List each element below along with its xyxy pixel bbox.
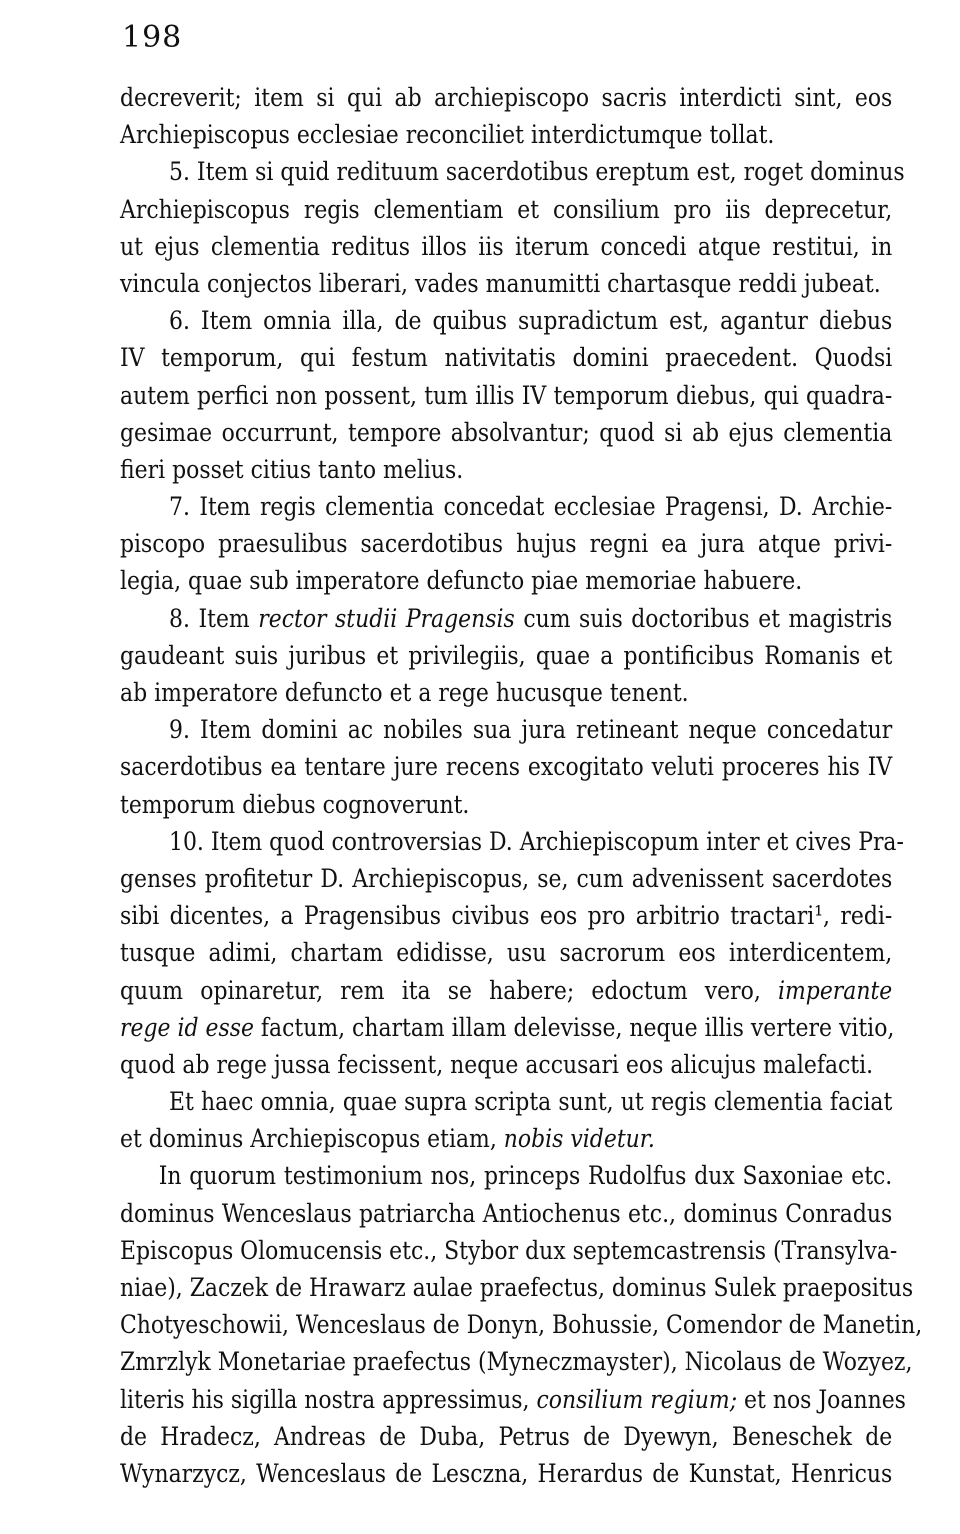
page-number: 198	[122, 20, 183, 55]
text-line	[120, 154, 905, 191]
line-text: ab imperatore defuncto et a rege hucusque tenent.	[120, 678, 689, 708]
text-line	[120, 1158, 892, 1195]
line-text: quum opinaretur, rem ita se habere; edoctum vero,	[120, 975, 778, 1006]
line-text: autem perfici non possent, tum illis IV temporum diebus, qui quadra-	[120, 380, 893, 411]
line-text: In quorum testimonium nos, princeps Rudolfus dux Saxoniae etc.	[158, 1161, 893, 1192]
text-line	[120, 1047, 892, 1084]
line-text: 10. Item quod controversias D. Archiepiscopum inter et cives Pra-	[169, 826, 904, 857]
line-text: 7. Item regis clementia concedat ecclesiae Pragensi, D. Archie-	[169, 492, 893, 523]
line-text: decreverit; item si qui ab archiepiscopo sacris interdicti sint, eos	[120, 83, 893, 113]
text-line	[120, 340, 892, 377]
text-line	[120, 452, 892, 489]
line-text: Archiepiscopus regis clementiam et consilium pro iis deprecetur,	[120, 194, 893, 225]
text-line	[120, 1456, 892, 1493]
text-line	[120, 1196, 892, 1233]
text-line	[120, 638, 892, 675]
text-line	[120, 526, 892, 563]
line-text: gaudeant suis juribus et privilegiis, quae a pontificibus Romanis et	[120, 640, 893, 671]
text-line	[120, 303, 892, 340]
text-line	[120, 415, 892, 452]
line-text: ut ejus clementia reditus illos iis iterum concedi atque restitui, in	[120, 231, 893, 262]
text-line	[120, 712, 892, 749]
body-text	[120, 80, 923, 1493]
line-text-after: et nos Joannes	[737, 1384, 906, 1415]
text-line	[120, 1010, 895, 1047]
line-text: Wynarzycz, Wenceslaus de Lesczna, Herardus de Kunstat, Henricus	[120, 1458, 893, 1489]
text-line	[120, 749, 892, 786]
italic-text: consilium regium;	[536, 1384, 738, 1415]
line-text: sacerdotibus ea tentare jure recens excogitato veluti proceres his IV	[120, 752, 893, 783]
italic-text: imperante	[777, 975, 893, 1006]
text-line	[120, 378, 892, 415]
line-text: genses profitetur D. Archiepiscopus, se, cum advenissent sacerdotes	[120, 863, 893, 894]
line-text: IV temporum, qui festum nativitatis domini praecedent. Quodsi	[120, 343, 893, 374]
text-line	[120, 489, 892, 526]
text-line	[120, 1344, 913, 1381]
line-text: fieri posset citius tanto melius.	[120, 454, 464, 485]
line-text: de Hradecz, Andreas de Duba, Petrus de Dyewyn, Beneschek de	[120, 1421, 893, 1452]
line-text: et dominus Archiepiscopus etiam,	[120, 1124, 504, 1155]
text-line	[120, 824, 904, 861]
text-line	[120, 117, 892, 154]
text-line	[120, 1382, 906, 1419]
text-line	[120, 1121, 892, 1158]
line-text: gesimae occurrunt, tempore absolvantur; quod si ab ejus clementia	[120, 417, 893, 448]
line-text-after: factum, chartam illam delevisse, neque illis vertere vitio,	[253, 1012, 895, 1043]
text-line	[120, 1270, 914, 1307]
line-text: legia, quae sub imperatore defuncto piae memoriae habuere.	[120, 566, 803, 597]
italic-text: rector studii Pragensis	[258, 603, 515, 634]
line-text: Et haec omnia, quae supra scripta sunt, ut regis clementia faciat	[169, 1087, 893, 1118]
line-text: piscopo praesulibus sacerdotibus hujus regni ea jura atque privi-	[120, 529, 893, 560]
text-line	[120, 787, 892, 824]
line-text: sibi dicentes, a Pragensibus civibus eos pro arbitrio tractari¹, redi-	[120, 901, 893, 932]
text-line	[120, 80, 892, 117]
text-line	[120, 1419, 892, 1456]
line-text: dominus Wenceslaus patriarcha Antiochenus etc., dominus Conradus	[120, 1198, 893, 1229]
text-line	[120, 898, 892, 935]
text-line	[120, 973, 892, 1010]
text-line	[120, 229, 892, 266]
line-text: Chotyeschowii, Wenceslaus de Donyn, Bohussie, Comendor de Manetin,	[120, 1310, 923, 1341]
text-line	[120, 935, 892, 972]
text-line	[120, 266, 892, 303]
line-text: temporum diebus cognoverunt.	[120, 789, 470, 820]
text-line	[120, 675, 892, 712]
line-text: 9. Item domini ac nobiles sua jura retineant neque concedatur	[169, 715, 893, 746]
line-text: 5. Item si quid redituum sacerdotibus ereptum est, roget dominus	[169, 157, 905, 188]
text-line	[120, 1084, 892, 1121]
text-line	[120, 563, 892, 600]
line-text: literis his sigilla nostra appressimus,	[120, 1384, 537, 1415]
line-text: 6. Item omnia illa, de quibus supradictum est, agantur diebus	[169, 306, 893, 337]
line-text: Episcopus Olomucensis etc., Stybor dux septemcastrensis (Transylva-	[120, 1235, 898, 1266]
line-text-after: cum suis doctoribus et magistris	[514, 603, 893, 634]
text-line	[120, 601, 892, 638]
line-text: Zmrzlyk Monetariae praefectus (Myneczmayster), Nicolaus de Wozyez,	[120, 1347, 913, 1378]
line-text: niae), Zaczek de Hrawarz aulae praefectus, dominus Sulek praepositus	[120, 1273, 914, 1303]
italic-text: rege id esse	[120, 1012, 254, 1043]
line-text: 8. Item	[169, 603, 259, 634]
line-text: Archiepiscopus ecclesiae reconciliet interdictumque tollat.	[120, 120, 775, 151]
text-line	[120, 861, 892, 898]
line-text: vincula conjectos liberari, vades manumitti chartasque reddi jubeat.	[120, 268, 881, 299]
text-line	[120, 192, 892, 229]
text-line	[120, 1233, 898, 1270]
italic-text: nobis videtur.	[503, 1124, 655, 1155]
line-text: quod ab rege jussa fecissent, neque accusari eos alicujus malefacti.	[120, 1049, 874, 1080]
line-text: tusque adimi, chartam edidisse, usu sacrorum eos interdicentem,	[120, 938, 893, 969]
text-line	[120, 1307, 923, 1344]
